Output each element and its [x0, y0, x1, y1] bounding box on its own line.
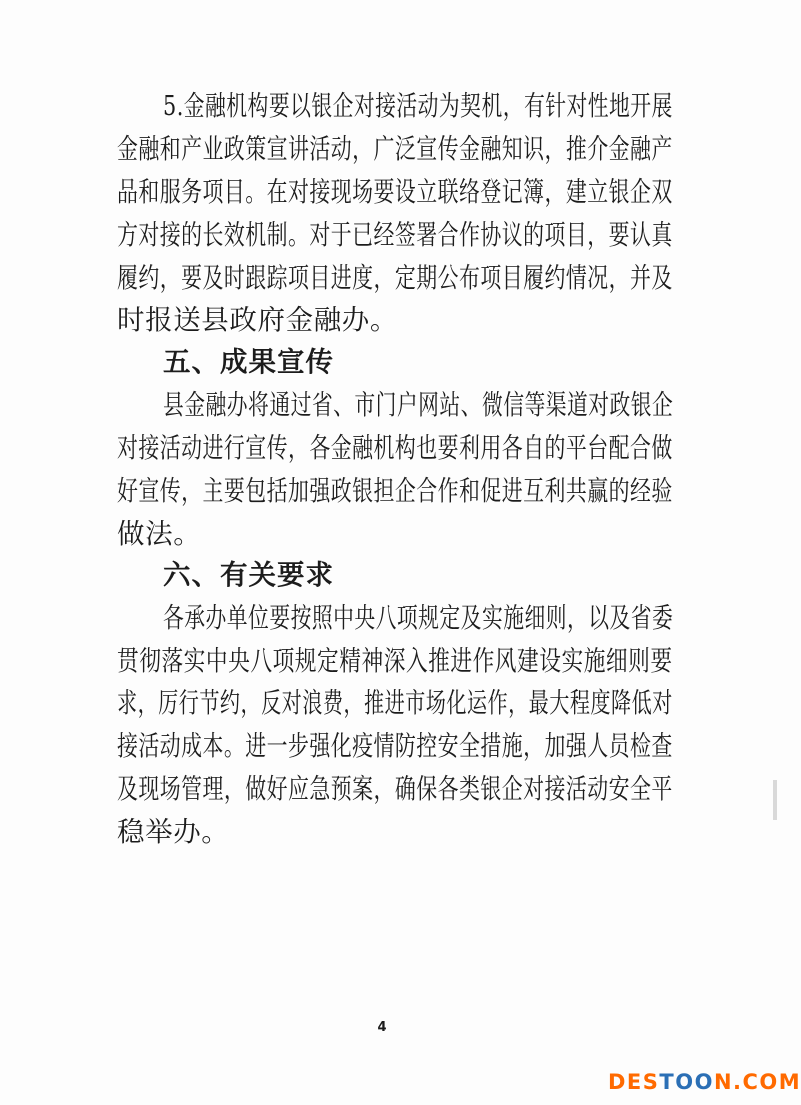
section-6-line-2: 贯彻落实中央八项规定精神深入推进作风建设实施细则要 [117, 645, 673, 677]
paragraph-5-line-3: 品和服务项目。在对接现场要设立联络登记簿，建立银企双 [117, 176, 673, 208]
watermark-part-3: N.COM [713, 1070, 801, 1094]
section-5-line-1: 县金融办将通过省、市门户网站、微信等渠道对政银企 [163, 389, 674, 421]
paragraph-5-line-4: 方对接的长效机制。对于已经签署合作协议的项目，要认真 [117, 219, 673, 251]
section-5-line-3: 好宣传，主要包括加强政银担企合作和促进互利共赢的经验 [117, 475, 673, 507]
site-watermark [608, 1070, 801, 1094]
watermark-part-2: TOO [659, 1070, 714, 1094]
section-6-line-5: 及现场管理，做好应急预案，确保各类银企对接活动安全平 [117, 773, 673, 805]
section-5-line-2: 对接活动进行宣传，各金融机构也要利用各自的平台配合做 [117, 432, 673, 464]
scan-edge-mark [773, 780, 777, 820]
section-6-line-3: 求，厉行节约，反对浪费，推进市场化运作，最大程度降低对 [117, 687, 673, 719]
watermark-part-1: DES [608, 1070, 660, 1094]
paragraph-5-line-6: 时报送县政府金融办。 [117, 304, 398, 336]
section-6-line-4: 接活动成本。进一步强化疫情防控安全措施，加强人员检查 [117, 730, 673, 762]
page-number: 4 [377, 1020, 387, 1035]
paragraph-5-line-1: 5.金融机构要以银企对接活动为契机，有针对性地开展 [163, 90, 673, 122]
paragraph-5-line-2: 金融和产业政策宣讲活动，广泛宣传金融知识，推介金融产 [117, 133, 673, 165]
paragraph-5-line-5: 履约，要及时跟踪项目进度，定期公布项目履约情况，并及 [117, 262, 673, 294]
section-5-line-4: 做法。 [117, 518, 202, 550]
section-6-line-1: 各承办单位要按照中央八项规定及实施细则，以及省委 [163, 602, 674, 634]
section-6-heading: 六、有关要求 [163, 559, 334, 591]
section-6-line-6: 稳举办。 [117, 816, 230, 848]
section-5-heading: 五、成果宣传 [163, 346, 334, 378]
